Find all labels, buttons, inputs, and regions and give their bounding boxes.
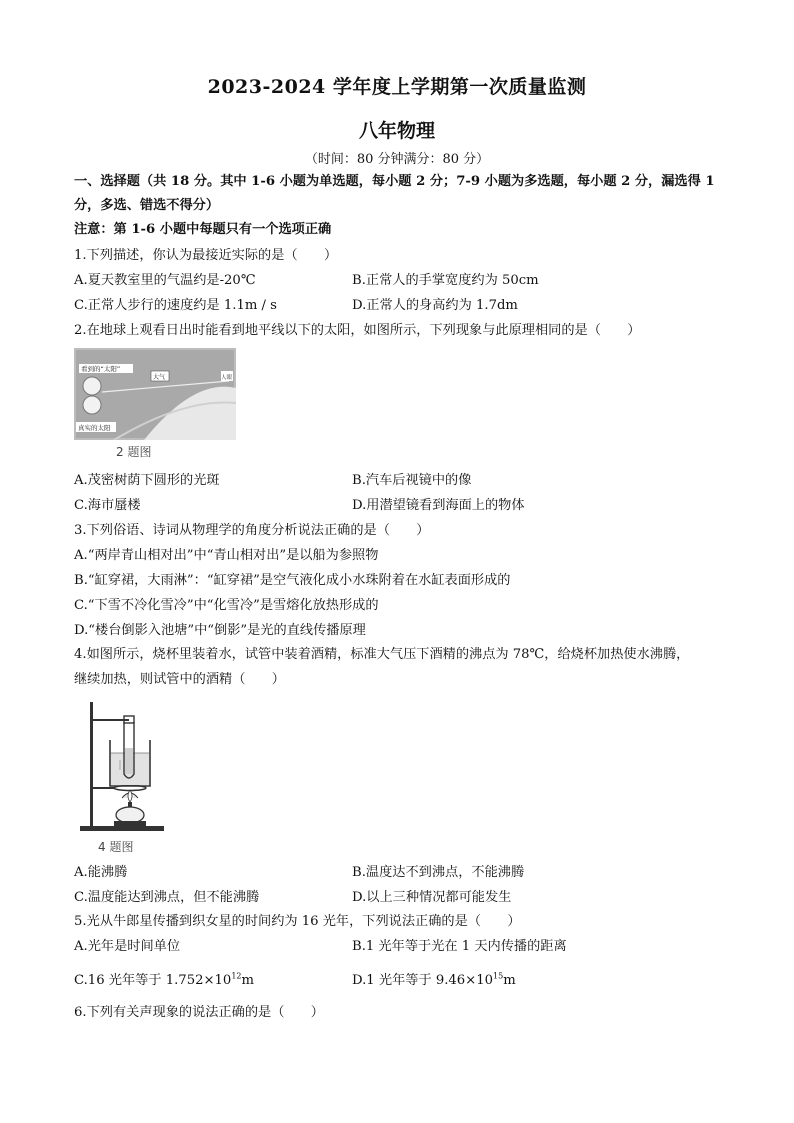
q5-option-b: B.1 光年等于光在 1 天内传播的距离 <box>352 939 567 954</box>
q4-stem-line2: 继续加热，则试管中的酒精（ ） <box>74 672 285 687</box>
q1-option-b: B.正常人的手掌宽度约为 50cm <box>352 273 539 288</box>
exam-subject: 八年物理 <box>358 120 435 142</box>
q2-option-a: A.茂密树荫下圆形的光斑 <box>74 473 220 488</box>
section-note: 注意：第 1-6 小题中每题只有一个选项正确 <box>74 222 332 237</box>
q1-option-a: A.夏天教室里的气温约是-20℃ <box>74 273 256 288</box>
q6-stem: 6.下列有关声现象的说法正确的是（ ） <box>74 1005 324 1020</box>
q3-option-c: C.“下雪不冷化雪冷”中“化雪冷”是雪熔化放热形成的 <box>74 598 379 613</box>
q2-fig-label-seen-sun: 看到的“太阳” <box>81 365 121 373</box>
q4-figure-caption: 4 题图 <box>98 840 134 854</box>
q4-option-d: D.以上三种情况都可能发生 <box>352 890 512 905</box>
q5-option-d: D.1 光年等于 $9.46\times 10^{15}m$ <box>352 971 516 988</box>
section-heading-line2: 分，多选、错选不得分） <box>74 198 220 213</box>
q3-option-b: B.“缸穿裙，大雨淋”：“缸穿裙”是空气液化成小水珠附着在水缸表面形成的 <box>74 573 511 588</box>
q5-option-c: C.16 光年等于 $1.752\times 10^{12}m$ <box>74 971 255 988</box>
exam-title: 2023-2024 学年度上学期第一次质量监测 <box>207 76 587 98</box>
q2-figure-caption: 2 题图 <box>116 445 152 459</box>
q4-option-c: C.温度能达到沸点，但不能沸腾 <box>74 890 260 905</box>
q3-stem: 3.下列俗语、诗词从物理学的角度分析说法正确的是（ ） <box>74 523 430 538</box>
exam-meta: （时间：80 分钟满分：80 分） <box>304 152 490 167</box>
q4-boiling-apparatus-figure <box>74 698 170 838</box>
q4-option-a: A.能沸腾 <box>74 865 128 880</box>
q5-stem: 5.光从牛郎星传播到织女星的时间约为 16 光年，下列说法正确的是（ ） <box>74 914 521 929</box>
q3-option-a: A.“两岸青山相对出”中“青山相对出”是以船为参照物 <box>74 548 379 563</box>
q1-stem: 1.下列描述，你认为最接近实际的是（ ） <box>74 248 338 263</box>
q4-option-b: B.温度达不到沸点，不能沸腾 <box>352 865 525 880</box>
q3-option-d: D.“楼台倒影入池塘”中“倒影”是光的直线传播原理 <box>74 623 366 638</box>
q2-fig-label-air: 大气 <box>153 374 166 381</box>
q2-option-d: D.用潜望镜看到海面上的物体 <box>352 498 525 513</box>
q2-option-c: C.海市蜃楼 <box>74 498 141 513</box>
q2-stem: 2.在地球上观看日出时能看到地平线以下的太阳，如图所示，下列现象与此原理相同的是（ ） <box>74 323 641 338</box>
q2-fig-label-eye: 人眼 <box>221 375 233 381</box>
q1-option-c: C.正常人步行的速度约是 1.1m / s <box>74 298 277 313</box>
q2-sunrise-figure <box>74 348 236 440</box>
q1-option-d: D.正常人的身高约为 1.7dm <box>352 298 518 313</box>
q2-fig-label-real-sun: 真实的太阳 <box>78 424 111 432</box>
q2-option-b: B.汽车后视镜中的像 <box>352 473 472 488</box>
section-heading-line1: 一、选择题（共 18 分。其中 1-6 小题为单选题，每小题 2 分；7-9 小题为多选题，每小题 2 分，漏选得 1 <box>74 174 715 189</box>
q4-stem-line1: 4.如图所示，烧杯里装着水，试管中装着酒精，标准大气压下酒精的沸点为 78℃，给烧杯加热使水沸腾， <box>74 647 690 662</box>
q5-option-a: A.光年是时间单位 <box>74 939 181 954</box>
